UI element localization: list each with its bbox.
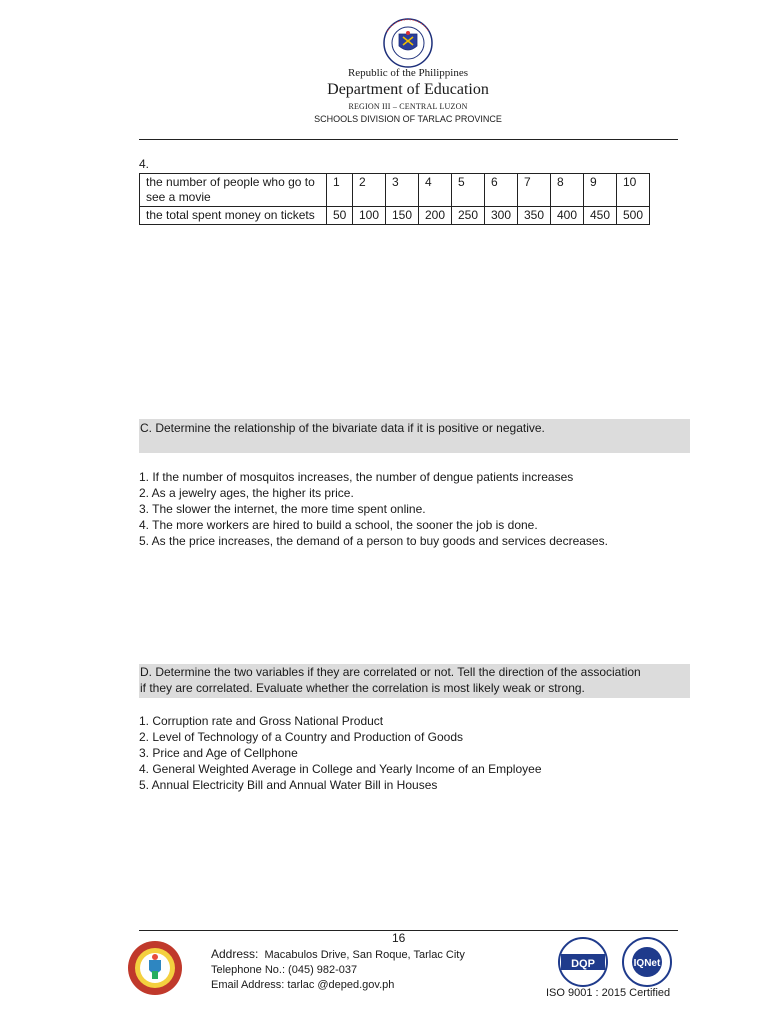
republic-heading: Republic of the Philippines <box>347 67 469 79</box>
department-heading: Department of Education <box>327 81 489 98</box>
division-heading: SCHOOLS DIVISION OF TARLAC PROVINCE <box>314 114 502 124</box>
row-label-people: the number of people who go to see a movie <box>140 174 327 207</box>
table-cell: 100 <box>353 207 386 225</box>
table-cell: 8 <box>551 174 584 207</box>
header-rule <box>139 139 678 140</box>
table-cell: 200 <box>419 207 452 225</box>
section-d-text-line2: if they are correlated. Evaluate whether the correlation is most likely weak or strong. <box>140 681 585 695</box>
address-label: Address: <box>211 947 259 961</box>
deped-seal-logo <box>377 18 439 68</box>
section-c-list <box>139 469 608 549</box>
table-cell: 10 <box>617 174 650 207</box>
section-c-instruction <box>139 419 690 453</box>
table-cell: 150 <box>386 207 419 225</box>
bivariate-table <box>139 173 650 225</box>
table-cell: 250 <box>452 207 485 225</box>
table-cell: 50 <box>327 207 353 225</box>
list-item: 3. Price and Age of Cellphone <box>139 746 298 760</box>
table-cell: 5 <box>452 174 485 207</box>
address-line <box>211 947 465 963</box>
table-cell: 9 <box>584 174 617 207</box>
telephone-line: Telephone No.: (045) 982-037 <box>211 964 358 976</box>
list-item: 1. If the number of mosquitos increases, the number of dengue patients increases <box>139 470 574 484</box>
list-item: 5. Annual Electricity Bill and Annual Water Bill in Houses <box>139 778 438 792</box>
list-item: 4. General Weighted Average in College and Yearly Income of an Employee <box>139 762 542 776</box>
address-value: Macabulos Drive, San Roque, Tarlac City <box>264 949 465 961</box>
list-item: 2. Level of Technology of a Country and Production of Goods <box>139 730 463 744</box>
section-d-instruction <box>139 664 690 698</box>
list-item: 1. Corruption rate and Gross National Product <box>139 714 384 728</box>
table-cell: 300 <box>485 207 518 225</box>
section-c-text: C. Determine the relationship of the bivariate data if it is positive or negative. <box>140 421 545 435</box>
section-d-text-line1: D. Determine the two variables if they are correlated or not. Tell the direction of the association <box>140 665 641 679</box>
table-row-people <box>140 174 650 207</box>
certification-logos <box>546 936 676 988</box>
region-heading: REGION III – CENTRAL LUZON <box>348 102 468 111</box>
table-cell: 7 <box>518 174 551 207</box>
table-cell: 350 <box>518 207 551 225</box>
section-d-list <box>139 713 542 793</box>
table-cell: 450 <box>584 207 617 225</box>
list-item: 3. The slower the internet, the more time spent online. <box>139 502 426 516</box>
table-cell: 500 <box>617 207 650 225</box>
table-cell: 4 <box>419 174 452 207</box>
page-number: 16 <box>392 931 406 945</box>
dqp-logo-text: DQP <box>571 958 595 970</box>
email-line: Email Address: tarlac @deped.gov.ph <box>211 979 395 991</box>
list-item: 2. As a jewelry ages, the higher its price. <box>139 486 354 500</box>
table-cell: 2 <box>353 174 386 207</box>
iso-certification: ISO 9001 : 2015 Certified <box>546 987 671 999</box>
address-block <box>211 947 465 993</box>
table-cell: 3 <box>386 174 419 207</box>
table-cell: 6 <box>485 174 518 207</box>
table-cell: 400 <box>551 207 584 225</box>
table-row-spent <box>140 207 650 225</box>
tarlac-division-seal-logo <box>127 940 183 996</box>
iqnet-logo-text: IQNet <box>633 958 661 969</box>
row-label-spent: the total spent money on tickets <box>140 207 327 225</box>
list-item: 4. The more workers are hired to build a school, the sooner the job is done. <box>139 518 538 532</box>
table-cell: 1 <box>327 174 353 207</box>
list-item: 5. As the price increases, the demand of a person to buy goods and services decreases. <box>139 534 608 548</box>
item-number: 4. <box>139 157 150 171</box>
footer-rule <box>139 930 678 931</box>
